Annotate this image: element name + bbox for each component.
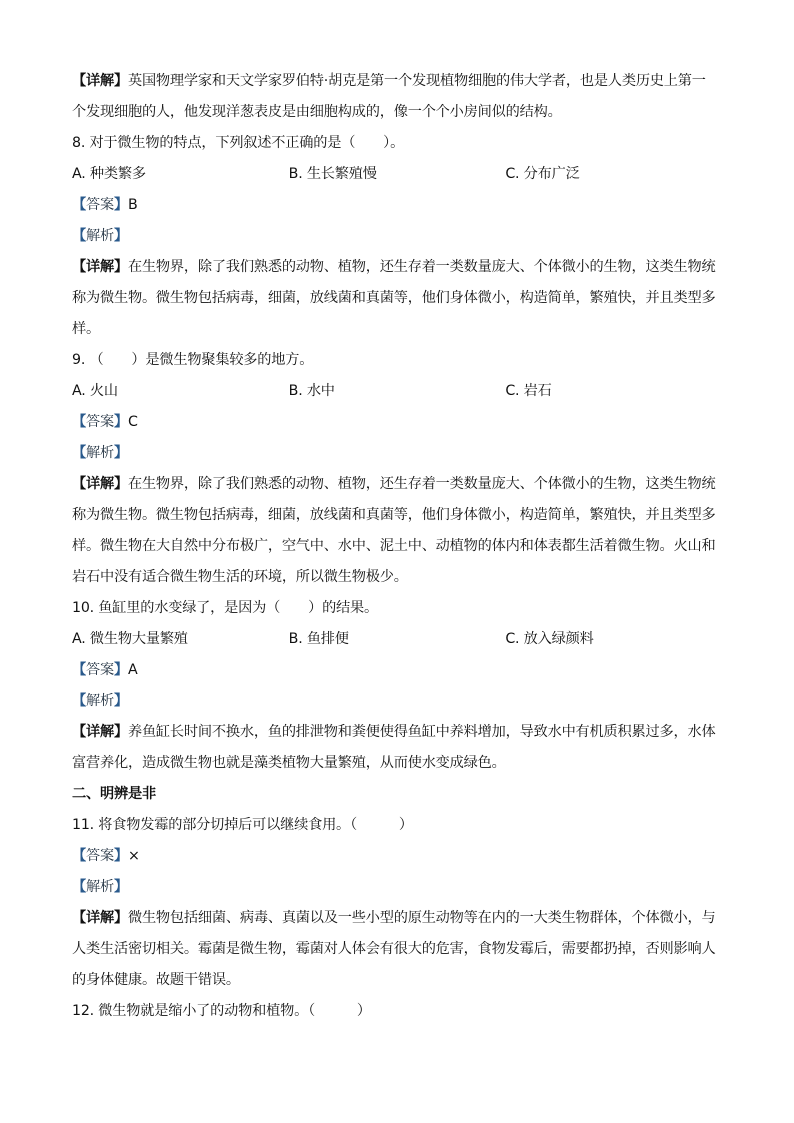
q11-question: 11. 将食物发霉的部分切掉后可以继续食用。（ ） [72, 817, 413, 833]
q9-detail-line-4: 岩石中没有适合微生物生活的环境，所以微生物极少。 [72, 569, 408, 585]
q9-detail-line-3: 样。微生物在大自然中分布极广，空气中、水中、泥土中、动植物的体内和体表都生活着微生物。火山和 [72, 538, 716, 554]
section-title: 二、明辨是非 [72, 786, 156, 802]
q9-option-a: A. 火山 [72, 383, 118, 399]
q9-option-c: C. 岩石 [505, 383, 552, 399]
q8-option-b: B. 生长繁殖慢 [288, 166, 377, 182]
detail-tag: 【详解】 [72, 259, 128, 275]
document-page [72, 66, 722, 1027]
q10-option-a: A. 微生物大量繁殖 [72, 631, 188, 647]
q10-question: 10. 鱼缸里的水变绿了，是因为（ ）的结果。 [72, 600, 379, 616]
q10-analysis-label: 【解析】 [72, 693, 128, 709]
q10-answer: 【答案】A [72, 662, 138, 678]
q9-detail-line-2: 称为微生物。微生物包括病毒，细菌，放线菌和真菌等，他们身体微小，构造简单，繁殖快，并且类型多 [72, 507, 716, 523]
q10-detail-line-2: 富营养化，造成微生物也就是藻类植物大量繁殖，从而使水变成绿色。 [72, 755, 506, 771]
q10-options [72, 624, 722, 655]
q8-option-a: A. 种类繁多 [72, 166, 146, 182]
answer-value: A [127, 662, 138, 678]
q8-question: 8. 对于微生物的特点，下列叙述不正确的是（ ）。 [72, 135, 405, 151]
q9-answer: 【答案】C [72, 414, 138, 430]
q12-question: 12. 微生物就是缩小了的动物和植物。（ ） [72, 1003, 371, 1019]
answer-value: B [127, 197, 138, 213]
q10-detail-line-1: 【详解】养鱼缸长时间不换水，鱼的排泄物和粪便使得鱼缸中养料增加，导致水中有机质积累过多，水体 [72, 724, 716, 740]
detail-tag: 【详解】 [72, 724, 128, 740]
answer-label: 答案 [86, 197, 114, 213]
q11-analysis-label: 【解析】 [72, 879, 128, 895]
q11-detail-line-1: 【详解】微生物包括细菌、病毒、真菌以及一些小型的原生动物等在内的一大类生物群体，个体微小，与 [72, 910, 716, 926]
q9-question: 9. （ ）是微生物聚集较多的地方。 [72, 352, 314, 368]
answer-value: × [127, 848, 140, 864]
q9-analysis-label: 【解析】 [72, 445, 128, 461]
q10-option-c: C. 放入绿颜料 [505, 631, 594, 647]
q9-detail-line-1: 【详解】在生物界，除了我们熟悉的动物、植物，还生存着一类数量庞大、个体微小的生物，这类生物统 [72, 476, 716, 492]
q7-detail-line-1 [72, 66, 722, 97]
answer-value: C [127, 414, 138, 430]
detail-tag: 【详解】 [72, 910, 128, 926]
q8-detail-line-3: 样。 [72, 321, 100, 337]
q11-detail-line-2: 人类生活密切相关。霉菌是微生物，霉菌对人体会有很大的危害，食物发霉后，需要都扔掉，否则影响人 [72, 941, 716, 957]
q8-answer: 【答案】B [72, 197, 138, 213]
q10-option-b: B. 鱼排便 [288, 631, 349, 647]
q9-option-b: B. 水中 [288, 383, 335, 399]
q8-detail-line-1: 【详解】在生物界，除了我们熟悉的动物、植物，还生存着一类数量庞大、个体微小的生物，这类生物统 [72, 259, 716, 275]
q7-detail-line-2: 个发现细胞的人，他发现洋葱表皮是由细胞构成的，像一个个小房间似的结构。 [72, 104, 562, 120]
q11-detail-line-3: 的身体健康。故题干错误。 [72, 972, 240, 988]
q8-analysis-label: 【解析】 [72, 228, 128, 244]
detail-tag: 【详解】 [72, 73, 128, 89]
q8-option-c: C. 分布广泛 [505, 166, 580, 182]
q8-detail-line-2: 称为微生物。微生物包括病毒，细菌，放线菌和真菌等，他们身体微小，构造简单，繁殖快，并且类型多 [72, 290, 716, 306]
q11-answer: 【答案】× [72, 848, 140, 864]
q9-options [72, 376, 722, 407]
detail-tag: 【详解】 [72, 476, 128, 492]
detail-text: 英国物理学家和天文学家罗伯特·胡克是第一个发现植物细胞的伟大学者，也是人类历史上第一 [127, 73, 706, 89]
q8-options [72, 159, 722, 190]
